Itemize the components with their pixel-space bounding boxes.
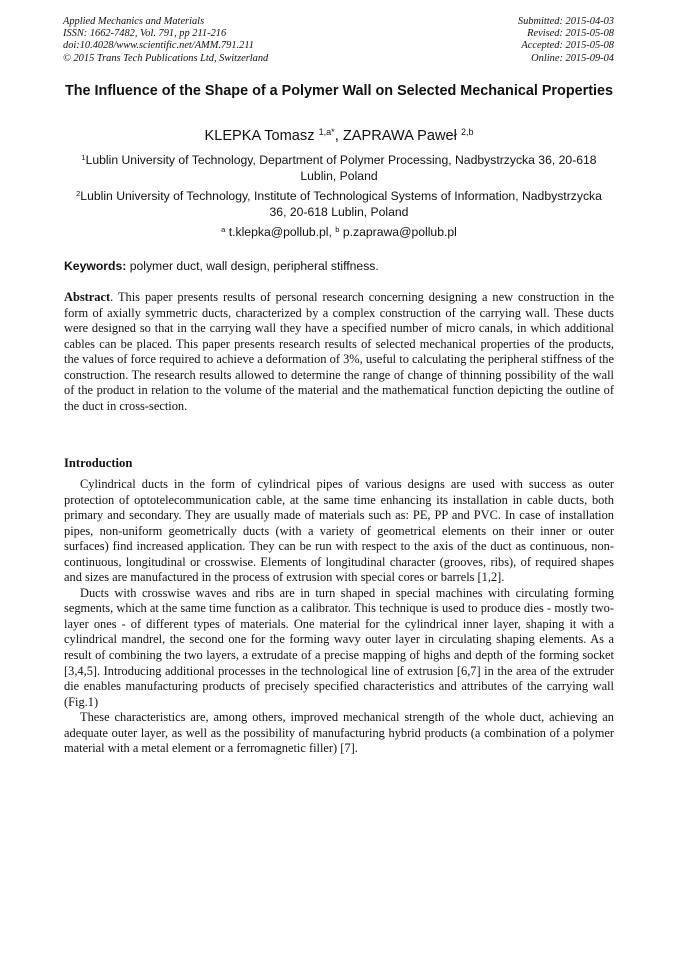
affiliation-1 [74, 150, 604, 184]
journal-doi: doi:10.4028/www.scientific.net/AMM.791.211 [63, 40, 254, 52]
email-b-mark: b [335, 225, 340, 234]
affiliation-1-mark: 1 [81, 153, 86, 162]
date-online: Online: 2015-09-04 [531, 52, 614, 64]
author-1-name: KLEPKA Tomasz [204, 127, 315, 144]
introduction-body [64, 477, 614, 757]
keywords-text: polymer duct, wall design, peripheral stiffness. [126, 259, 379, 273]
paper-title: The Influence of the Shape of a Polymer Wall on Selected Mechanical Properties [64, 83, 614, 99]
author-separator: , [334, 127, 343, 144]
affiliation-1-text: Lublin University of Technology, Department of Polymer Processing, Nadbystrzycka 36, 20-618 Lublin, Poland [85, 153, 597, 183]
submission-dates [354, 16, 614, 65]
journal-name: Applied Mechanics and Materials [63, 16, 205, 27]
email-a-mark: a [221, 225, 226, 234]
keywords [64, 259, 614, 274]
email-a-link[interactable]: t.klepka@pollub.pl, [228, 225, 336, 240]
keywords-label: Keywords: [64, 259, 127, 273]
author-2-affiliation-mark: 2,b [460, 127, 474, 137]
introduction-paragraph-3: These characteristics are, among others, improved mechanical strength of the whole duct, achieving an adequate outer layer, as well as the possibility of manufacturing hybrid products (a combination of a polymer material with a metal element or a ferromagnetic filler) [7]. [64, 710, 614, 756]
author-1-affiliation-mark: 1,a* [318, 127, 335, 137]
author-2-name: ZAPRAWA Paweł [342, 127, 457, 144]
date-submitted: Submitted: 2015-04-03 [517, 16, 614, 27]
date-revised: Revised: 2015-05-08 [527, 28, 614, 40]
introduction-paragraph-1: Cylindrical ducts in the form of cylindrical pipes of various designs are used with success as outer protection of optotelecommunication cable, at the same time enhancing its installation in cable ducts, both primary and secondary. They are usually made of materials such as: PE, PP and PVC. In case of installation pipes, non-uniform geometrically ducts (with a variety of geometrical elements on their inner or outer surfaces) find increased application. They can be run with respect to the axis of the duct as continuous, non-continuous, longitudinal or crosswise. Elements of longitudinal character (grooves, ribs), of required shapes and sizes are manufactured in the process of extrusion with special cores or barrels [1,2]. [64, 477, 614, 585]
abstract-label: Abstract [64, 290, 111, 304]
abstract-text: . This paper presents results of personal research concerning designing a new construction in the form of axially symmetric ducts, characterized by a complex construction of the carrying wall. These ducts were designed so that in the carrying wall they have a specified number of micro canals, in which additional cables can be placed. This paper presents research results of selected mechanical properties of the products, the values of force required to achieve a deformation of 3%, useful to calculating the peripheral stiffness of the construction. The research results allowed to determine the range of change of thinning possibility of the wall of the product in relation to the volume of the material and the mathematical function depicting the outline of the duct in cross-section. [64, 290, 614, 413]
journal-info [63, 16, 363, 65]
abstract [64, 290, 614, 414]
section-heading-introduction: Introduction [64, 456, 133, 470]
author-list [64, 123, 614, 145]
email-b-link[interactable]: p.zaprawa@pollub.pl [342, 225, 457, 240]
journal-issn: ISSN: 1662-7482, Vol. 791, pp 211-216 [63, 28, 227, 40]
affiliation-2-mark: 2 [76, 189, 81, 198]
author-emails [64, 222, 614, 240]
affiliation-2-text: Lublin University of Technology, Institute of Technological Systems of Information, Nadbystrzycka 36, 20-618 Lublin, Poland [80, 189, 602, 219]
affiliation-2 [74, 186, 604, 220]
introduction-paragraph-2: Ducts with crosswise waves and ribs are in turn shaped in special machines with circulating forming segments, which at the same time function as a calibrator. This technique is used to produce dies - mostly two-layer ones - of different types of materials. One material for the cylindrical inner layer, shaping it with a cylindrical mandrel, the second one for the forming wavy outer layer in circulating shaping elements. As a result of combining the two layers, a extrudate of a precise mapping of highs and depth of the forming socket [3,4,5]. Introducing additional processes in the technological line of extrusion [6,7] in the area of the extruder die enables manufacturing products of precisely specified characteristics and attributes of the carrying wall (Fig.1) [64, 585, 614, 709]
date-accepted: Accepted: 2015-05-08 [521, 40, 614, 52]
journal-copyright: © 2015 Trans Tech Publications Ltd, Switzerland [63, 52, 269, 64]
